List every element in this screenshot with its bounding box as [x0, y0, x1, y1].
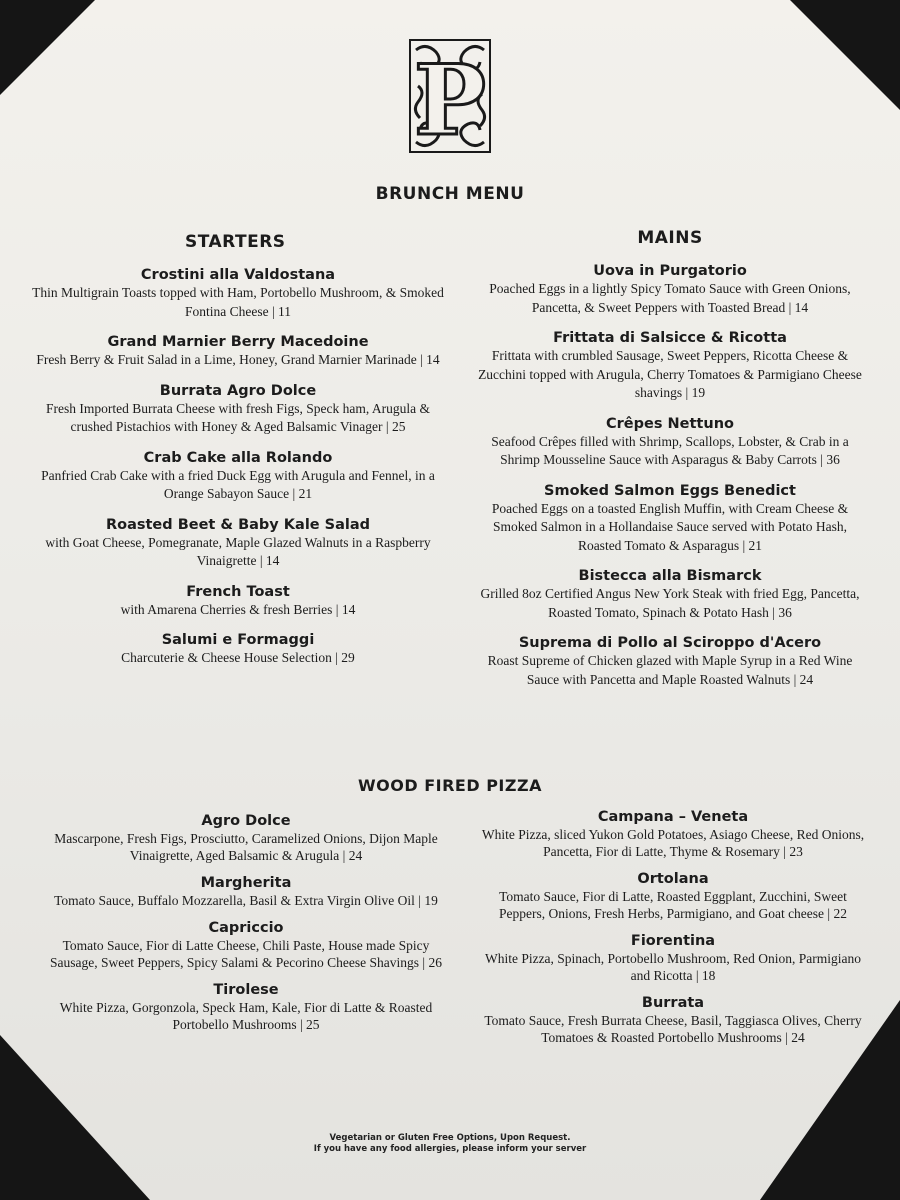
- item-description: with Goat Cheese, Pomegranate, Maple Glazed Walnuts in a Raspberry Vinaigrette | 14: [45, 534, 431, 568]
- footer-line-allergies: If you have any food allergies, please inform your server: [313, 1144, 587, 1154]
- item-name: Burrata: [641, 995, 705, 1011]
- item-name: Bistecca alla Bismarck: [578, 568, 762, 584]
- item-description: White Pizza, sliced Yukon Gold Potatoes, Asiago Cheese, Red Onions, Pancetta, Fior di Latte, Thyme & Rosemary | 23: [481, 827, 865, 859]
- menu-item: [470, 482, 870, 556]
- pizza-right-column: [478, 808, 868, 1056]
- item-name: Fiorentina: [630, 933, 716, 949]
- item-description: Poached Eggs in a lightly Spicy Tomato Sauce with Green Onions, Pancetta, & Sweet Peppers with Toasted Bread | 14: [489, 281, 851, 315]
- item-description: Mascarpone, Fresh Figs, Prosciutto, Caramelized Onions, Dijon Maple Vinaigrette, Aged Balsamic & Arugula | 24: [54, 831, 438, 863]
- item-description: White Pizza, Spinach, Portobello Mushroom, Red Onion, Parmigiano and Ricotta | 18: [484, 951, 862, 983]
- menu-item: [470, 262, 870, 317]
- item-name: Smoked Salmon Eggs Benedict: [544, 482, 796, 499]
- menu-title: BRUNCH MENU: [375, 184, 525, 204]
- item-description: Tomato Sauce, Buffalo Mozzarella, Basil & Extra Virgin Olive Oil | 19: [54, 893, 438, 908]
- item-name: Margherita: [200, 875, 292, 891]
- menu-holder-corner-top-right: [790, 0, 900, 110]
- pizza-heading: WOOD FIRED PIZZA: [358, 776, 542, 795]
- item-name: Campana – Veneta: [597, 809, 749, 825]
- menu-item: [470, 634, 870, 689]
- item-description: Charcuterie & Cheese House Selection | 29: [121, 650, 355, 665]
- item-name: Roasted Beet & Baby Kale Salad: [105, 516, 371, 533]
- item-name: Agro Dolce: [201, 813, 291, 829]
- item-description: Thin Multigrain Toasts topped with Ham, Portobello Mushroom, & Smoked Fontina Cheese | 11: [32, 285, 444, 319]
- menu-item: [28, 333, 448, 370]
- starters-section: [28, 232, 448, 680]
- menu-item: [28, 382, 448, 437]
- mains-heading: MAINS: [637, 228, 703, 248]
- item-name: Frittata di Salsicce & Ricotta: [553, 330, 787, 346]
- item-name: Ortolana: [637, 871, 709, 887]
- item-description: Tomato Sauce, Fior di Latte, Roasted Eggplant, Zucchini, Sweet Peppers, Onions, Fresh Herbs, Parmigiano, and Goat cheese | 22: [498, 889, 847, 921]
- item-name: Capriccio: [208, 920, 284, 936]
- item-description: Frittata with crumbled Sausage, Sweet Peppers, Ricotta Cheese & Zucchini topped with Arugula, Cherry Tomatoes & Parmigiano Cheese shavings | 19: [478, 348, 862, 400]
- item-description: Roast Supreme of Chicken glazed with Maple Syrup in a Red Wine Sauce with Pancetta and Maple Roasted Walnuts | 24: [487, 653, 853, 687]
- item-name: Crostini alla Valdostana: [140, 267, 336, 283]
- item-name: Crab Cake alla Rolando: [143, 449, 333, 466]
- item-description: Poached Eggs on a toasted English Muffin, with Cream Cheese & Smoked Salmon in a Hollandaise Sauce served with Potato Hash, Roasted Tomato & Asparagus | 21: [491, 500, 849, 553]
- menu-holder-corner-bottom-left: [0, 1035, 150, 1200]
- menu-item: [46, 919, 446, 971]
- menu-item: [28, 516, 448, 571]
- menu-item: [470, 567, 870, 622]
- menu-item: [28, 631, 448, 668]
- menu-item: [28, 266, 448, 321]
- footer-line-options: Vegetarian or Gluten Free Options, Upon Request.: [329, 1133, 571, 1143]
- menu-holder-corner-top-left: [0, 0, 95, 95]
- logo-letter: P: [413, 44, 487, 156]
- menu-item: [470, 329, 870, 403]
- pizza-left-column: [46, 812, 446, 1043]
- allergy-footer: [0, 1133, 900, 1155]
- item-description: Tomato Sauce, Fior di Latte Cheese, Chili Paste, House made Spicy Sausage, Sweet Peppers, Spicy Salami & Pecorino Cheese Shavings | 26: [50, 938, 442, 970]
- item-name: Salumi e Formaggi: [161, 632, 315, 648]
- item-description: Fresh Berry & Fruit Salad in a Lime, Honey, Grand Marnier Marinade | 14: [36, 352, 440, 367]
- item-name: Burrata Agro Dolce: [159, 382, 317, 399]
- menu-item: [478, 808, 868, 860]
- item-name: French Toast: [186, 583, 290, 600]
- restaurant-logo-p-icon: [404, 36, 496, 156]
- item-description: Seafood Crêpes filled with Shrimp, Scallops, Lobster, & Crab in a Shrimp Mousseline Sauce with Asparagus & Baby Carrots | 36: [491, 433, 849, 467]
- menu-item: [478, 870, 868, 922]
- item-name: Suprema di Pollo al Sciroppo d'Acero: [518, 635, 822, 651]
- item-name: Tirolese: [213, 982, 279, 998]
- item-description: Fresh Imported Burrata Cheese with fresh Figs, Speck ham, Arugula & crushed Pistachios with Honey & Aged Balsamic Vinager | 25: [46, 400, 430, 434]
- menu-item: [28, 449, 448, 504]
- menu-item: [478, 932, 868, 984]
- item-name: Grand Marnier Berry Macedoine: [107, 334, 369, 350]
- menu-item: [46, 874, 446, 909]
- item-name: Uova in Purgatorio: [593, 263, 747, 279]
- menu-item: [46, 981, 446, 1033]
- item-description: Tomato Sauce, Fresh Burrata Cheese, Basil, Taggiasca Olives, Cherry Tomatoes & Roasted Portobello Mushrooms | 24: [484, 1013, 862, 1045]
- starters-heading: STARTERS: [185, 232, 286, 252]
- item-description: White Pizza, Gorgonzola, Speck Ham, Kale, Fior di Latte & Roasted Portobello Mushrooms | 25: [59, 1000, 433, 1032]
- item-name: Crêpes Nettuno: [606, 415, 734, 432]
- item-description: Panfried Crab Cake with a fried Duck Egg with Arugula and Fennel, in a Orange Sabayon Sauce | 21: [41, 467, 435, 501]
- item-description: with Amarena Cherries & fresh Berries | 14: [120, 601, 356, 617]
- menu-item: [478, 994, 868, 1046]
- menu-item: [46, 812, 446, 864]
- menu-item: [470, 415, 870, 470]
- item-description: Grilled 8oz Certified Angus New York Steak with fried Egg, Pancetta, Roasted Tomato, Spinach & Potato Hash | 36: [480, 586, 860, 620]
- menu-item: [28, 583, 448, 620]
- mains-section: [470, 228, 870, 701]
